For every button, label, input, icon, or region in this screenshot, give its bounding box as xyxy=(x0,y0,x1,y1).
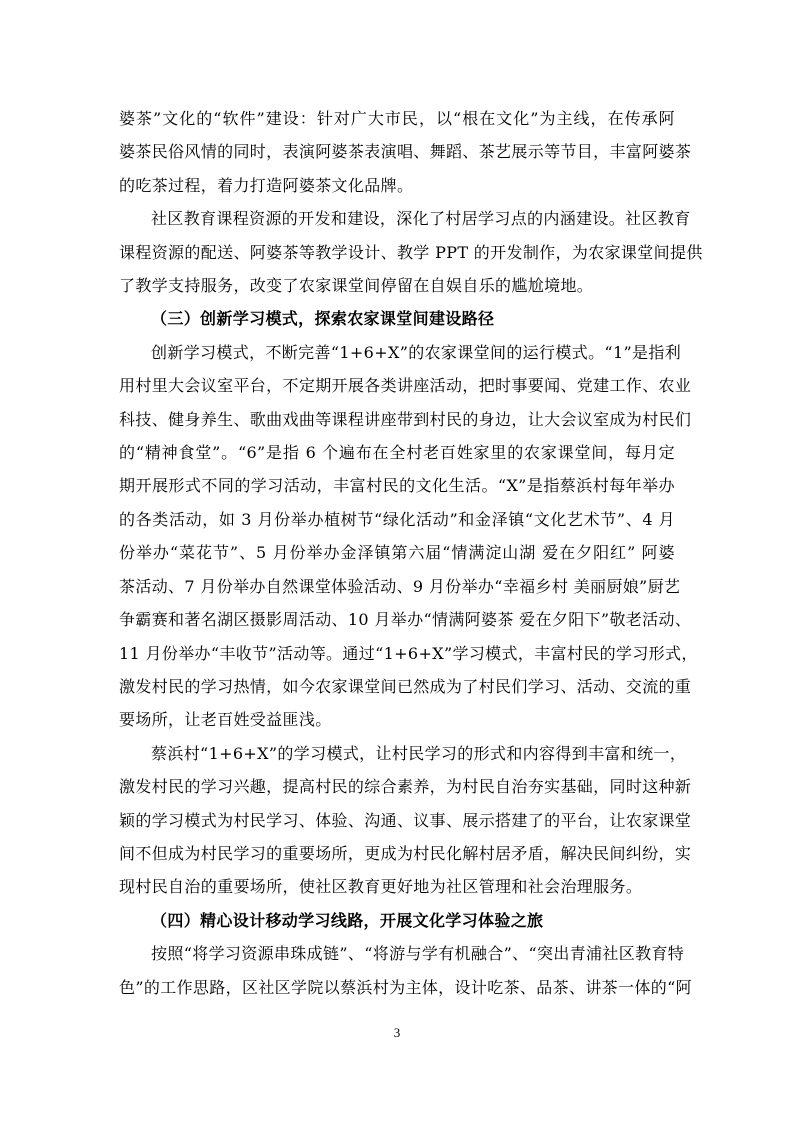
text-line: 创新学习模式，不断完善“1+6+X”的农家课堂间的运行模式。“1”是指利 xyxy=(151,342,682,362)
text-line: 份举办“菜花节”、5 月份举办金泽镇第六届“情满淀山湖 爱在夕阳红” 阿婆 xyxy=(119,543,675,563)
text-line: 按照“将学习资源串珠成链”、“将游与学有机融合”、“突出青浦社区教育特 xyxy=(151,944,685,964)
section-heading xyxy=(119,302,675,335)
text-line: （三）创新学习模式，探索农家课堂间建设路径 xyxy=(151,309,495,329)
text-line: 社区教育课程资源的开发和建设，深化了村居学习点的内涵建设。社区教育 xyxy=(151,209,691,229)
text-line: 婆茶民俗风情的同时，表演阿婆茶表演唱、舞蹈、茶艺展示等节目，丰富阿婆茶 xyxy=(119,142,692,162)
text-line: 课程资源的配送、阿婆茶等教学设计、教学 PPT 的开发制作，为农家课堂间提供 xyxy=(119,242,703,262)
text-line: 11 月份举办“丰收节”活动等。通过“1+6+X”学习模式，丰富村民的学习形式， xyxy=(119,643,698,663)
text-line: 茶活动、7 月份举办自然课堂体验活动、9 月份举办“幸福乡村 美丽厨娘”厨艺 xyxy=(119,576,681,596)
text-line: 科技、健身养生、歌曲戏曲等课程讲座带到村民的身边，让大会议室成为村民们 xyxy=(119,409,692,429)
text-line: 的各类活动，如 3 月份举办植树节“绿化活动”和金泽镇“文化艺术节”、4 月 xyxy=(119,509,675,529)
text-line: 激发村民的学习兴趣，提高村民的综合素养，为村民自治夯实基础，同时这种新 xyxy=(119,777,692,797)
text-line: 争霸赛和著名湖区摄影周活动、10 月举办“情满阿婆茶 爱在夕阳下”敬老活动、 xyxy=(119,610,692,630)
text-line: 的“精神食堂”。“6”是指 6 个遍布在全村老百姓家里的农家课堂间，每月定 xyxy=(119,443,675,463)
text-line: 要场所，让老百姓受益匪浅。 xyxy=(119,710,332,730)
text-line: 用村里大会议室平台，不定期开展各类讲座活动，把时事要闻、党建工作、农业 xyxy=(119,376,692,396)
section-heading xyxy=(119,904,675,937)
text-line: （四）精心设计移动学习线路，开展文化学习体验之旅 xyxy=(151,910,544,930)
text-line: 现村民自治的重要场所，使社区教育更好地为社区管理和社会治理服务。 xyxy=(119,877,643,897)
text-line: 色”的工作思路，区社区学院以蔡浜村为主体，设计吃茶、品茶、讲茶一体的“阿 xyxy=(119,977,692,997)
text-line: 激发村民的学习热情，如今农家课堂间已然成为了村民们学习、活动、交流的重 xyxy=(119,676,692,696)
text-line: 颖的学习模式为村民学习、体验、沟通、议事、展示搭建了的平台，让农家课堂 xyxy=(119,810,692,830)
text-line: 的吃茶过程，着力打造阿婆茶文化品牌。 xyxy=(119,175,414,195)
body-paragraph xyxy=(119,937,692,1004)
text-line: 期开展形式不同的学习活动，丰富村民的文化生活。“X”是指蔡浜村每年举办 xyxy=(119,476,675,496)
body-paragraph xyxy=(119,737,692,904)
text-line: 间不但成为村民学习的重要场所，更成为村民化解村居矛盾，解决民间纠纷，实 xyxy=(119,843,692,863)
body-paragraph xyxy=(119,202,703,302)
text-line: 婆茶”文化的“软件”建设：针对广大市民，以“根在文化”为主线，在传承阿 xyxy=(119,109,675,128)
page-number: 3 xyxy=(393,1025,401,1040)
page-body xyxy=(119,102,703,1004)
text-line: 蔡浜村“1+6+X”的学习模式，让村民学习的形式和内容得到丰富和统一， xyxy=(151,743,687,763)
text-line: 了教学支持服务，改变了农家课堂间停留在自娱自乐的尴尬境地。 xyxy=(119,276,594,296)
body-paragraph xyxy=(119,102,692,202)
body-paragraph xyxy=(119,336,698,737)
